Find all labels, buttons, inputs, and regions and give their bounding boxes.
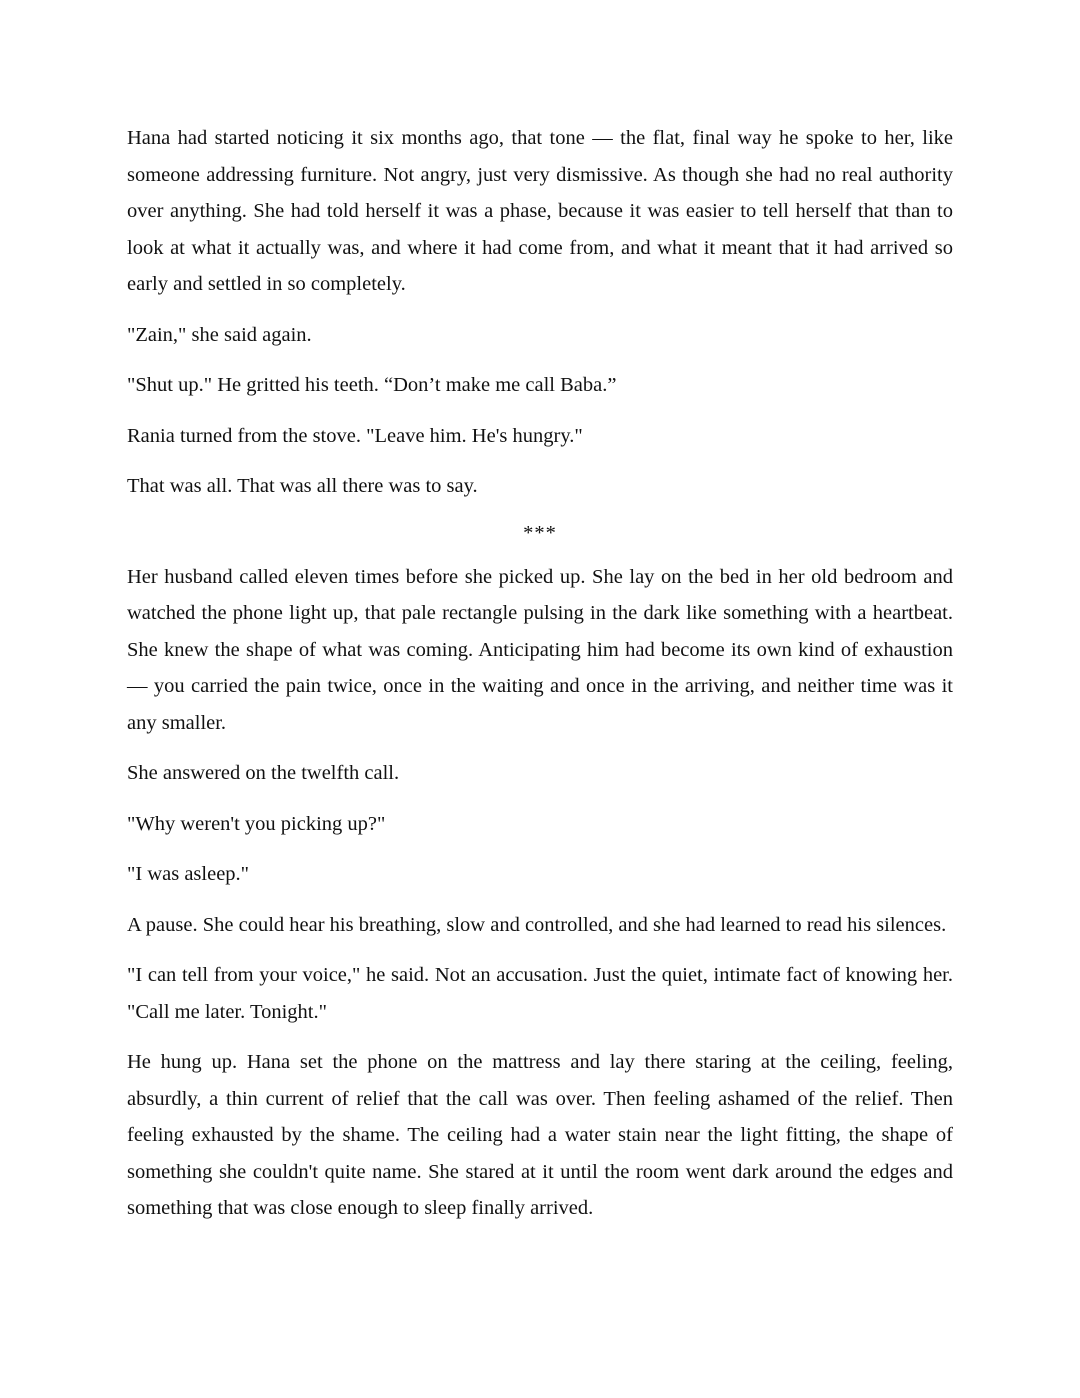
paragraph-zain: "Zain," she said again. <box>127 323 312 346</box>
section-separator: *** <box>523 521 557 544</box>
paragraph-twelfth-call: She answered on the twelfth call. <box>127 762 400 784</box>
paragraph-hung-up: He hung up. Hana set the phone on the mattress and lay there staring at the ceiling, feeling, absurdly, a thin current of relief that the call was over. Then feeling ashamed of the relief. Then feeling exhausted by the shame. The ceiling had a water stain near the light fitting, the shape of something she couldn't quite name. She stared at it until the room went dark around the edges and something that was close enough to sleep finally arrived. <box>127 1051 953 1219</box>
paragraph-husband-called: Her husband called eleven times before she picked up. She lay on the bed in her old bedroom and watched the phone light up, that pale rectangle pulsing in the dark like something with a heartbeat. She knew the shape of what was coming. Anticipating him had become its own kind of exhaustion — you carried the pain twice, once in the waiting and once in the arriving, and neither time was it any smaller. <box>127 565 953 734</box>
paragraph-pause: A pause. She could hear his breathing, slow and controlled, and she had learned to read his silences. <box>127 913 947 936</box>
paragraph-that-was-all: That was all. That was all there was to say. <box>127 475 478 497</box>
paragraph-why-not-picking-up: "Why weren't you picking up?" <box>127 812 386 835</box>
paragraph-rania: Rania turned from the stove. "Leave him. He's hungry." <box>127 424 583 447</box>
paragraph-tell-from-voice: "I can tell from your voice," he said. Not an accusation. Just the quiet, intimate fact of knowing her. "Call me later. Tonight." <box>127 964 953 1023</box>
document-page <box>127 120 953 1241</box>
paragraph-noticing-tone: Hana had started noticing it six months ago, that tone — the flat, final way he spoke to her, like someone addressing furniture. Not angry, just very dismissive. As though she had no real authority over anything. She had told herself it was a phase, because it was easier to tell herself that than to look at what it actually was, and where it had come from, and what it meant that it had arrived so early and settled in so completely. <box>127 127 953 295</box>
paragraph-shut-up: "Shut up." He gritted his teeth. “Don’t make me call Baba.” <box>127 374 617 396</box>
paragraph-asleep: "I was asleep." <box>127 863 250 885</box>
